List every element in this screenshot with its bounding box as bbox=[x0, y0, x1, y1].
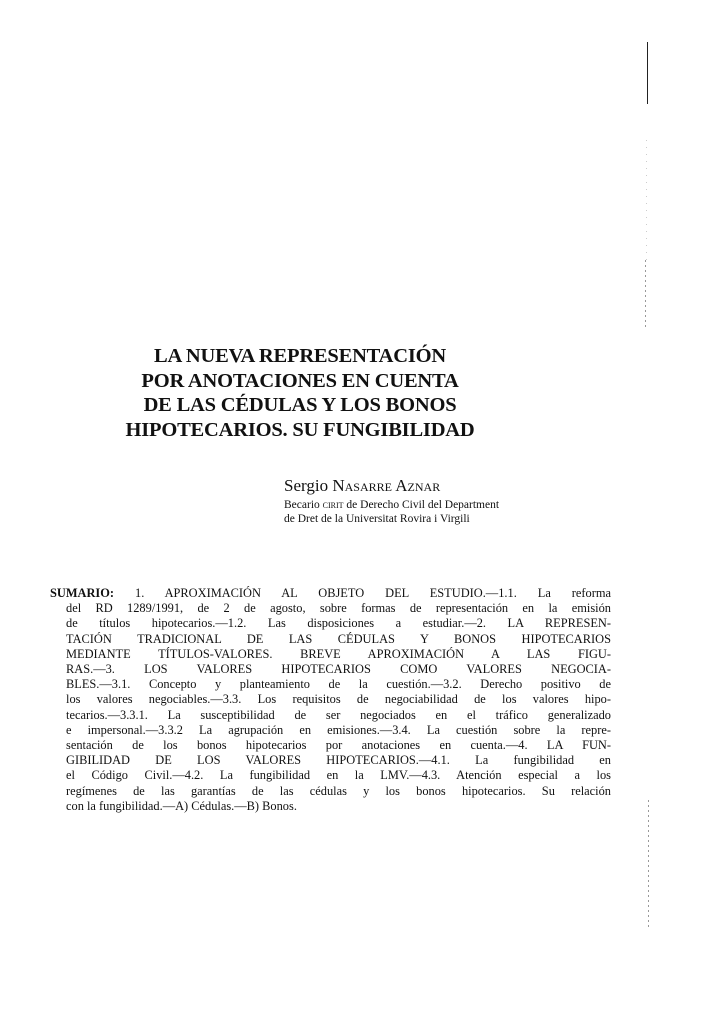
summary-line: TACIÓN TRADICIONAL DE LAS CÉDULAS Y BONOS HIPOTECARIOS bbox=[66, 631, 611, 646]
summary-line: e impersonal.—3.3.2 La agrupación en emisiones.—3.4. La cuestión sobre la repre- bbox=[66, 722, 611, 737]
affiliation-text: Becario bbox=[284, 499, 323, 511]
author-name bbox=[284, 476, 604, 496]
summary-line: SUMARIO: 1. APROXIMACIÓN AL OBJETO DEL ESTUDIO.—1.1. La reforma bbox=[50, 586, 611, 600]
scan-margin-line bbox=[646, 140, 647, 260]
affiliation-text: de Derecho Civil del Department bbox=[343, 499, 500, 511]
scan-margin-line bbox=[647, 42, 648, 104]
article-title bbox=[100, 344, 500, 442]
summary-line: tecarios.—3.3.1. La susceptibilidad de ser negociados en el tráfico generalizado bbox=[66, 707, 611, 722]
summary-line: sentación de los bonos hipotecarios por anotaciones en cuenta.—4. LA FUN- bbox=[66, 738, 611, 753]
affiliation-abbrev: cirit bbox=[322, 499, 344, 511]
summary-line: los valores negociables.—3.3. Los requisitos de negociabilidad de los valores hipo- bbox=[66, 692, 611, 707]
author-block bbox=[284, 476, 604, 526]
title-line: HIPOTECARIOS. SU FUNGIBILIDAD bbox=[125, 418, 475, 441]
summary-line: de títulos hipotecarios.—1.2. Las disposiciones a estudiar.—2. LA REPRESEN- bbox=[66, 616, 611, 631]
author-affiliation bbox=[284, 498, 604, 526]
title-line: DE LAS CÉDULAS Y LOS BONOS bbox=[143, 394, 457, 416]
summary-label: SUMARIO: bbox=[50, 586, 115, 600]
summary-line: del RD 1289/1991, de 2 de agosto, sobre formas de representación en la emisión bbox=[66, 601, 611, 616]
summary-line: GIBILIDAD DE LOS VALORES HIPOTECARIOS.—4.1. La fungibilidad en bbox=[66, 753, 611, 768]
affiliation-text: de Dret de la Universitat Rovira i Virgili bbox=[284, 513, 470, 525]
summary-line: RAS.—3. LOS VALORES HIPOTECARIOS COMO VALORES NEGOCIA- bbox=[66, 662, 611, 677]
scan-margin-line bbox=[645, 260, 646, 330]
summary-line: regímenes de las garantías de las cédulas y los bonos hipotecarios. Su relación bbox=[66, 783, 611, 798]
summary-line: BLES.—3.1. Concepto y planteamiento de la cuestión.—3.2. Derecho positivo de bbox=[66, 677, 611, 692]
author-first-name: Sergio bbox=[284, 476, 329, 495]
title-line: LA NUEVA REPRESENTACIÓN bbox=[154, 345, 446, 367]
title-line: POR ANOTACIONES EN CUENTA bbox=[141, 369, 459, 392]
summary-line: el Código Civil.—4.2. La fungibilidad en la LMV.—4.3. Atención especial a los bbox=[66, 768, 611, 783]
summary bbox=[50, 586, 611, 814]
summary-line: MEDIANTE TÍTULOS-VALORES. BREVE APROXIMACIÓN A LAS FIGU- bbox=[66, 646, 611, 661]
author-last-name: Nasarre Aznar bbox=[332, 476, 441, 495]
scan-margin-line bbox=[648, 800, 649, 930]
summary-line: con la fungibilidad.—A) Cédulas.—B) Bonos. bbox=[66, 798, 297, 813]
